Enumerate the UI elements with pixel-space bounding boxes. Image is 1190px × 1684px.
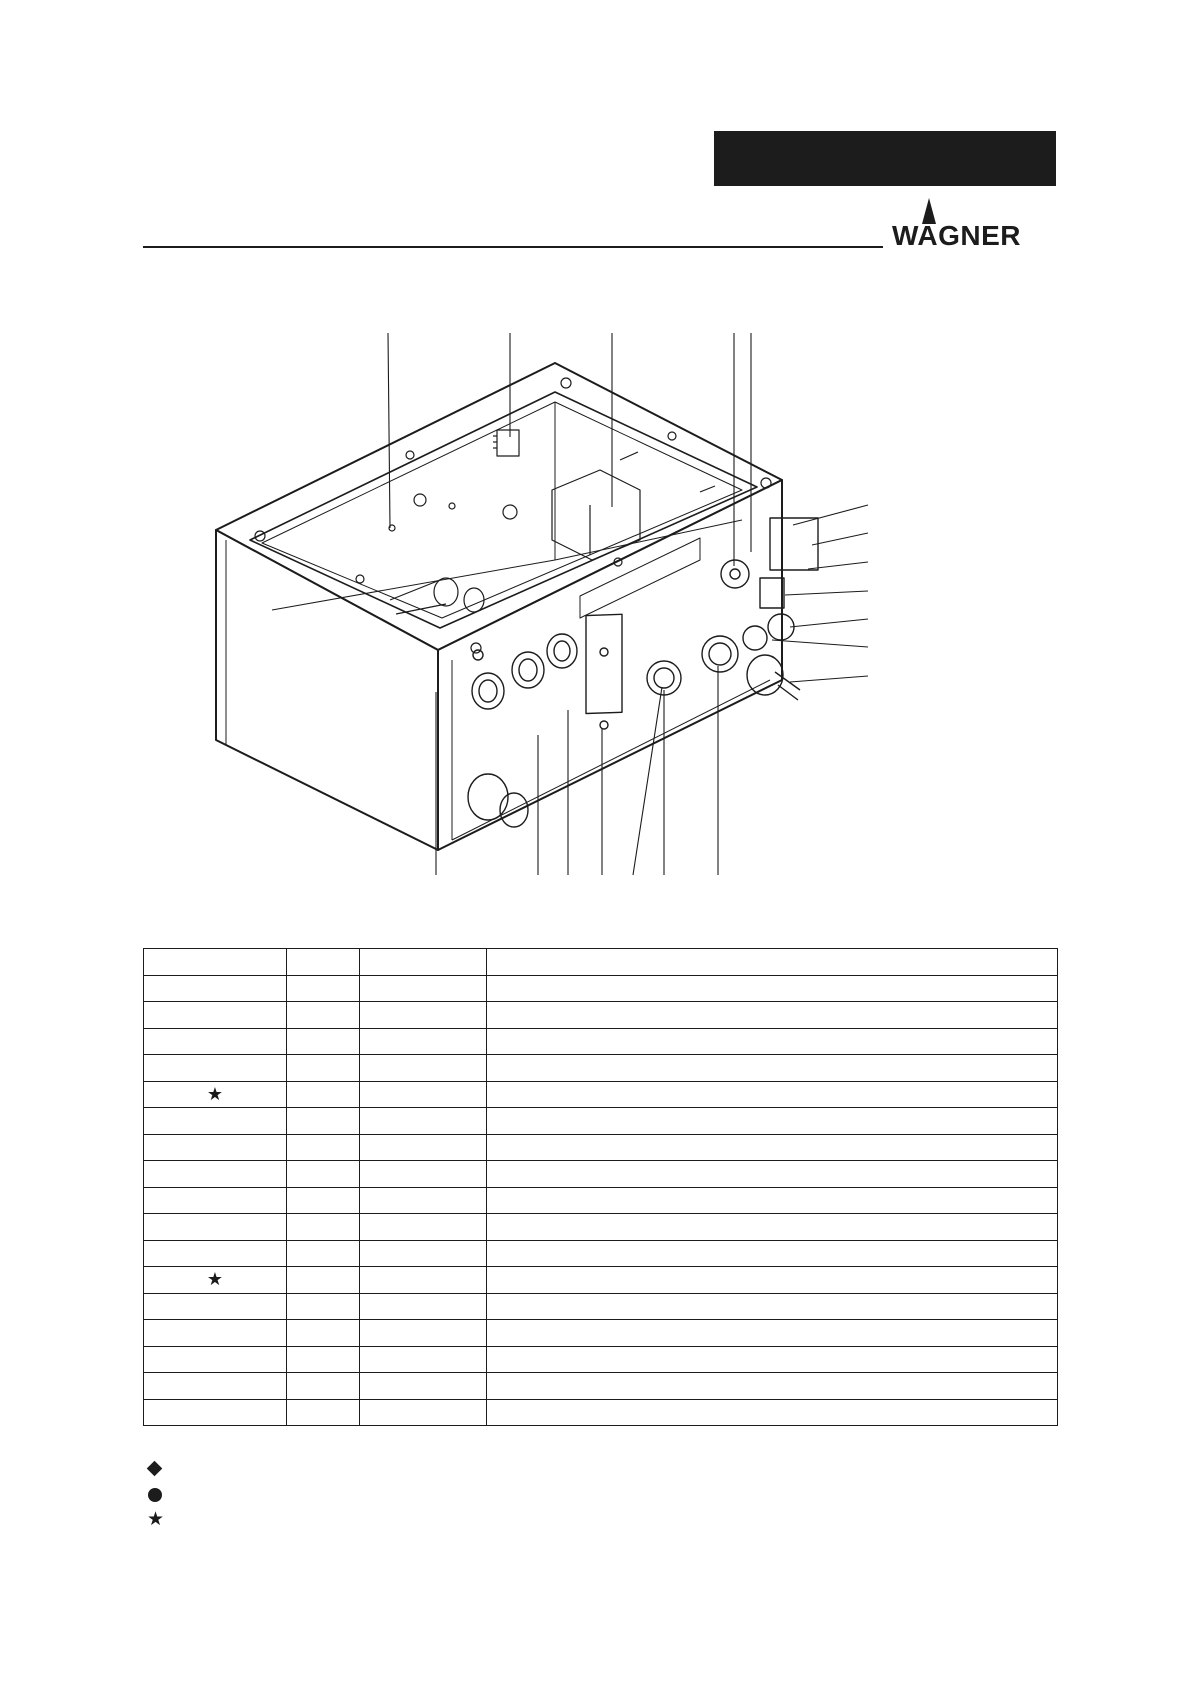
table-cell (487, 1055, 1058, 1082)
table-cell (144, 1240, 287, 1267)
table-cell (144, 1134, 287, 1161)
table-cell (287, 1081, 360, 1108)
table-cell (144, 1399, 287, 1426)
table-row (144, 1293, 1058, 1320)
table-cell (144, 1346, 287, 1373)
table-row (144, 1187, 1058, 1214)
table-cell (144, 975, 287, 1002)
table-cell (144, 1187, 287, 1214)
table-row (144, 1081, 1058, 1108)
table-cell (487, 1108, 1058, 1135)
table-cell (360, 1320, 487, 1347)
table-cell (144, 1161, 287, 1188)
table-cell (144, 1373, 287, 1400)
table-cell (487, 1134, 1058, 1161)
table-cell (287, 975, 360, 1002)
table-cell (287, 949, 360, 976)
table-cell (144, 1214, 287, 1241)
table-cell (144, 1002, 287, 1029)
table-cell (487, 1293, 1058, 1320)
table-cell (360, 1002, 487, 1029)
legend-diamond (145, 1458, 175, 1484)
star-icon: ★ (147, 1509, 165, 1530)
table-cell (360, 1214, 487, 1241)
table-cell (360, 1134, 487, 1161)
table-cell (487, 1346, 1058, 1373)
parts-table-body (144, 949, 1058, 1426)
table-cell (287, 1002, 360, 1029)
table-cell (144, 1293, 287, 1320)
parts-table (143, 948, 1058, 1426)
table-cell (360, 1293, 487, 1320)
table-cell (360, 1161, 487, 1188)
table-cell (360, 1028, 487, 1055)
table-cell (360, 1399, 487, 1426)
table-cell (487, 975, 1058, 1002)
table-row (144, 1399, 1058, 1426)
table-row (144, 1134, 1058, 1161)
table-cell (487, 1002, 1058, 1029)
table-row (144, 1373, 1058, 1400)
table-cell (360, 1108, 487, 1135)
table-cell (144, 949, 287, 976)
table-row (144, 1108, 1058, 1135)
legend-star (145, 1510, 175, 1536)
table-row (144, 1346, 1058, 1373)
row-marker: ★ (206, 1269, 224, 1290)
table-row (144, 1267, 1058, 1294)
table-cell (360, 975, 487, 1002)
table-row (144, 1002, 1058, 1029)
table-row (144, 975, 1058, 1002)
table-cell (360, 1346, 487, 1373)
table-cell (287, 1055, 360, 1082)
table-cell (487, 1240, 1058, 1267)
table-cell (144, 1108, 287, 1135)
logo-text: WAGNER (892, 220, 1021, 251)
table-cell (144, 1081, 287, 1108)
table-cell (287, 1399, 360, 1426)
table-cell (287, 1187, 360, 1214)
row-marker: ★ (206, 1083, 224, 1104)
dot-icon (148, 1488, 162, 1502)
table-cell (360, 1373, 487, 1400)
table-cell (287, 1320, 360, 1347)
table-cell (487, 1214, 1058, 1241)
table-cell (360, 1081, 487, 1108)
table-row (144, 1055, 1058, 1082)
table-row (144, 1028, 1058, 1055)
table-cell (487, 1161, 1058, 1188)
diamond-icon (147, 1461, 163, 1477)
table-cell (287, 1161, 360, 1188)
table-cell (360, 1267, 487, 1294)
table-row (144, 1161, 1058, 1188)
table-cell (487, 949, 1058, 976)
table-cell (360, 949, 487, 976)
table-cell (144, 1320, 287, 1347)
table-cell (287, 1346, 360, 1373)
table-cell (360, 1240, 487, 1267)
legend-dot (145, 1484, 175, 1510)
table-cell (360, 1055, 487, 1082)
table-cell (287, 1267, 360, 1294)
table-row (144, 1214, 1058, 1241)
table-cell (287, 1134, 360, 1161)
table-cell (487, 1399, 1058, 1426)
table-cell (287, 1293, 360, 1320)
table-cell (360, 1187, 487, 1214)
table-cell (487, 1081, 1058, 1108)
table-cell (144, 1028, 287, 1055)
table-row (144, 1320, 1058, 1347)
table-cell (144, 1055, 287, 1082)
table-cell (287, 1240, 360, 1267)
table-cell (487, 1373, 1058, 1400)
table-cell (487, 1187, 1058, 1214)
table-cell (487, 1028, 1058, 1055)
table-cell (144, 1267, 287, 1294)
table-cell (287, 1214, 360, 1241)
table-cell (287, 1373, 360, 1400)
table-cell (287, 1108, 360, 1135)
table-row (144, 949, 1058, 976)
table-cell (287, 1028, 360, 1055)
table-cell (487, 1320, 1058, 1347)
table-cell (487, 1267, 1058, 1294)
table-row (144, 1240, 1058, 1267)
